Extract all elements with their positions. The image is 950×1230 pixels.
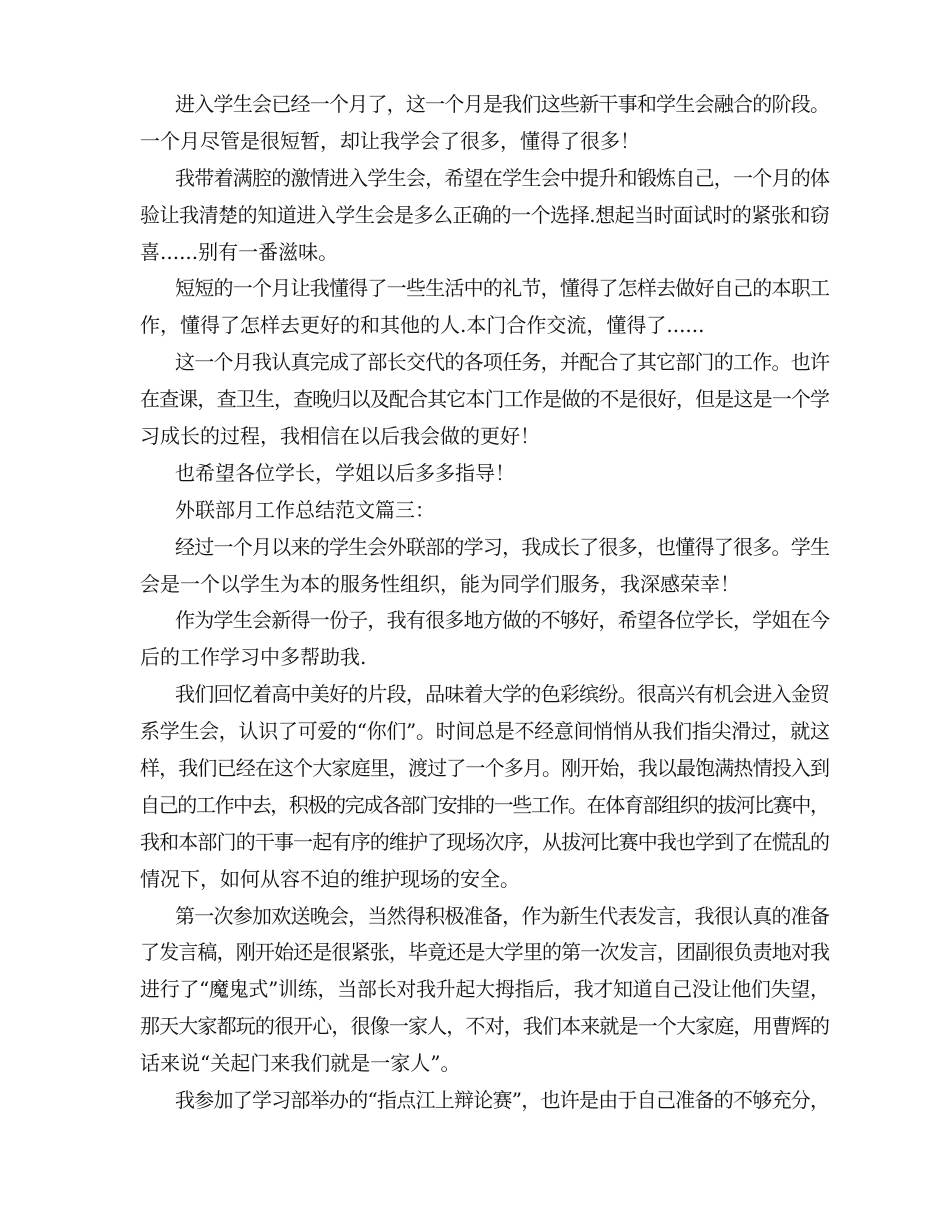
text-line: 喜......别有一番滋味。: [140, 239, 339, 264]
text-line: 在查课，查卫生，查晚归以及配合其它本门工作是做的不是很好，但是这是一个学: [140, 387, 830, 412]
text-line: 我带着满腔的激情进入学生会，希望在学生会中提升和锻炼自己，一个月的体: [175, 165, 830, 190]
text-line: 第一次参加欢送晚会，当然得积极准备，作为新生代表发言，我很认真的准备: [175, 903, 830, 928]
text-line: 了发言稿，刚开始还是很紧张，毕竟还是大学里的第一次发言，团副很负责地对我: [140, 940, 830, 965]
text-line: 我参加了学习部举办的“指点江上辩论赛”，也许是由于自己准备的不够充分，: [175, 1088, 830, 1113]
text-line: 那天大家都玩的很开心，很像一家人，不对，我们本来就是一个大家庭，用曹辉的: [140, 1014, 830, 1039]
text-line: 作，懂得了怎样去更好的和其他的人.本门合作交流，懂得了......: [140, 313, 705, 338]
text-line: 外联部月工作总结范文篇三：: [175, 497, 435, 522]
text-line: 进入学生会已经一个月了，这一个月是我们这些新干事和学生会融合的阶段。: [175, 92, 830, 116]
text-line: 情况下，如何从容不迫的维护现场的安全。: [140, 866, 520, 891]
text-line: 系学生会，认识了可爱的“你们”。时间总是不经意间悄悄从我们指尖滑过，就这: [140, 719, 830, 744]
text-line: 我和本部门的干事一起有序的维护了现场次序，从拔河比赛中我也学到了在慌乱的: [140, 829, 830, 854]
text-line: 话来说“关起门来我们就是一家人”。: [140, 1051, 461, 1076]
text-line: 后的工作学习中多帮助我.: [140, 645, 367, 670]
text-line: 也希望各位学长，学姐以后多多指导！: [175, 460, 515, 485]
text-line: 经过一个月以来的学生会外联部的学习，我成长了很多，也懂得了很多。学生: [175, 534, 830, 559]
text-line: 习成长的过程，我相信在以后我会做的更好！: [140, 424, 540, 449]
text-line: 样，我们已经在这个大家庭里，渡过了一个多月。刚开始，我以最饱满热情投入到: [140, 756, 830, 781]
text-line: 作为学生会新得一份子，我有很多地方做的不够好，希望各位学长，学姐在今: [175, 608, 830, 633]
text-line: 自己的工作中去，积极的完成各部门安排的一些工作。在体育部组织的拔河比赛中，: [140, 792, 829, 817]
text-line: 验让我清楚的知道进入学生会是多么正确的一个选择.想起当时面试时的紧张和窃: [140, 202, 830, 227]
text-line: 进行了“魔鬼式”训练，当部长对我升起大拇指后，我才知道自己没让他们失望，: [140, 977, 830, 1002]
text-line: 会是一个以学生为本的服务性组织，能为同学们服务，我深感荣幸！: [140, 571, 740, 596]
text-line: 短短的一个月让我懂得了一些生活中的礼节，懂得了怎样去做好自己的本职工: [175, 276, 830, 301]
text-line: 我们回忆着高中美好的片段，品味着大学的色彩缤纷。很高兴有机会进入金贸: [175, 682, 830, 707]
text-line: 这一个月我认真完成了部长交代的各项任务，并配合了其它部门的工作。也许: [175, 350, 830, 375]
text-line: 一个月尽管是很短暂，却让我学会了很多，懂得了很多！: [140, 128, 640, 153]
document-body: [140, 86, 830, 1119]
